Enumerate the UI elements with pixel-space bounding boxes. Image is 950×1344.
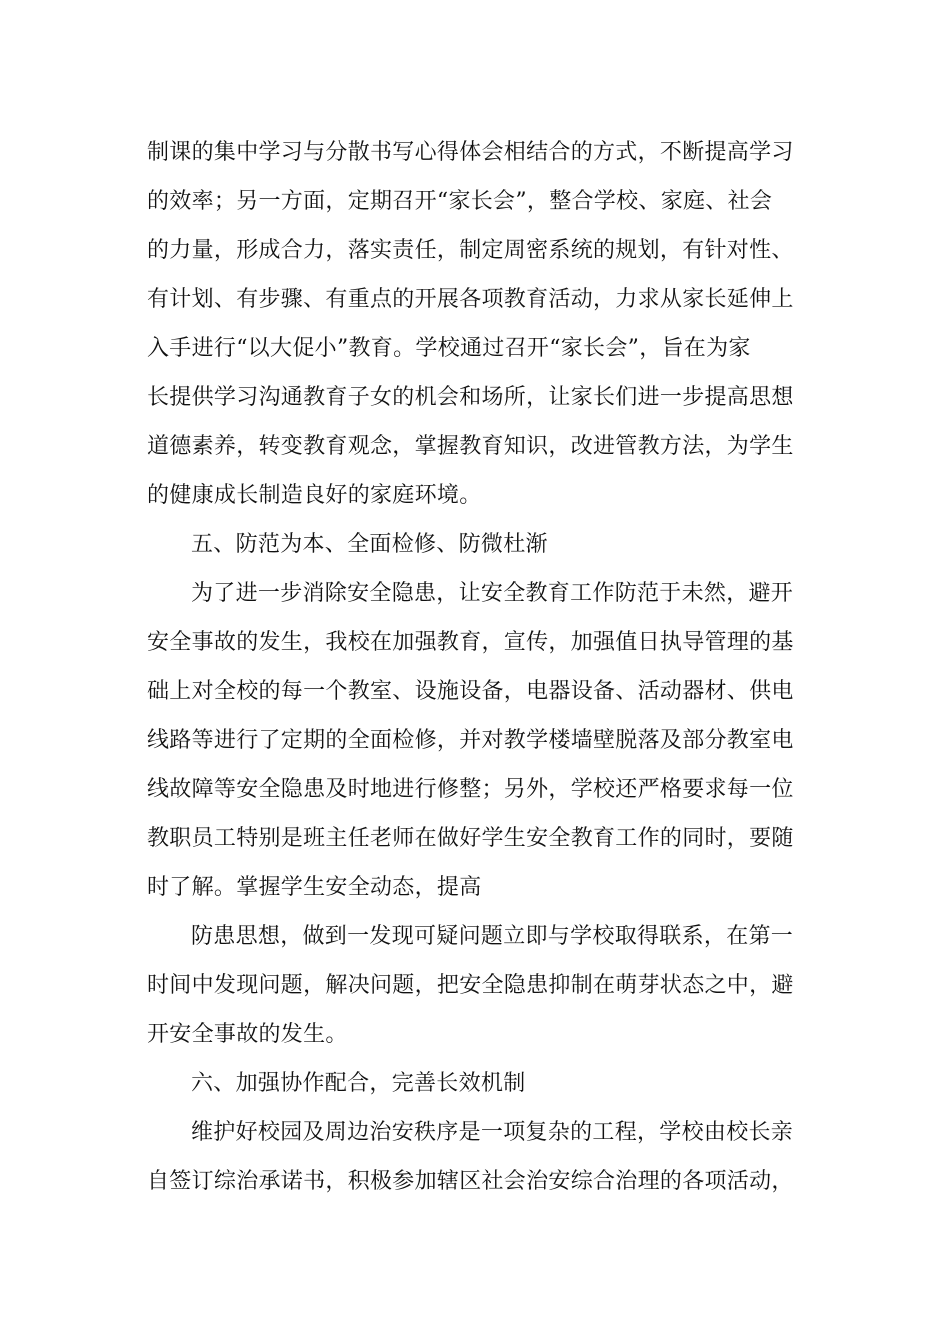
text-line: 的力量，形成合力，落实责任，制定周密系统的规划，有针对性、 <box>147 238 794 263</box>
text-line: 入手进行“以大促小”教育。学校通过召开“家长会”，旨在为家 <box>147 336 751 361</box>
text-line: 防患思想，做到一发现可疑问题立即与学校取得联系，在第一 <box>191 924 794 949</box>
text-line: 为了进一步消除安全隐患，让安全教育工作防范于未然，避开 <box>191 581 794 606</box>
text-line: 道德素养，转变教育观念，掌握教育知识，改进管教方法，为学生 <box>147 434 794 459</box>
text-line: 维护好校园及周边治安秩序是一项复杂的工程，学校由校长亲 <box>191 1120 794 1145</box>
text-line: 长提供学习沟通教育子女的机会和场所，让家长们进一步提高思想 <box>147 385 794 410</box>
text-line: 自签订综治承诺书，积极参加辖区社会治安综合治理的各项活动， <box>147 1169 794 1194</box>
section-heading: 六、加强协作配合，完善长效机制 <box>191 1071 526 1096</box>
text-line: 线路等进行了定期的全面检修，并对教学楼墙壁脱落及部分教室电 <box>147 728 794 753</box>
text-line: 开安全事故的发生。 <box>147 1022 348 1047</box>
text-line: 有计划、有步骤、有重点的开展各项教育活动，力求从家长延伸上 <box>147 287 794 312</box>
text-line: 教职员工特别是班主任老师在做好学生安全教育工作的同时，要随 <box>147 826 794 851</box>
text-line: 安全事故的发生，我校在加强教育，宣传，加强值日执导管理的基 <box>147 630 794 655</box>
text-line: 制课的集中学习与分散书写心得体会相结合的方式，不断提高学习 <box>147 140 794 165</box>
text-line: 时了解。掌握学生安全动态，提高 <box>147 875 482 900</box>
text-line: 的健康成长制造良好的家庭环境。 <box>147 483 482 508</box>
text-line: 线故障等安全隐患及时地进行修整；另外，学校还严格要求每一位 <box>147 777 794 802</box>
text-line: 的效率；另一方面，定期召开“家长会”，整合学校、家庭、社会 <box>147 189 773 214</box>
text-line: 础上对全校的每一个教室、设施设备，电器设备、活动器材、供电 <box>147 679 794 704</box>
section-heading: 五、防范为本、全面检修、防微杜渐 <box>191 532 548 557</box>
text-line: 时间中发现问题，解决问题，把安全隐患抑制在萌芽状态之中，避 <box>147 973 794 998</box>
